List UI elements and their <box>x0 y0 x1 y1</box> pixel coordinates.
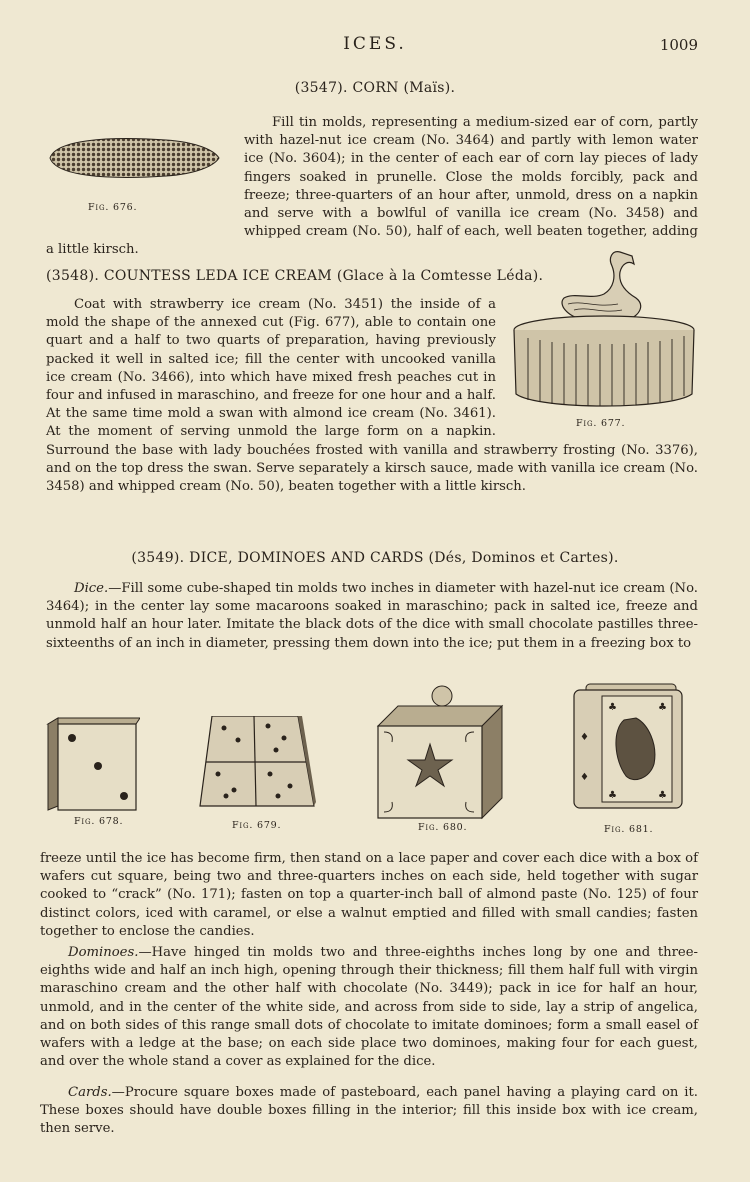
corn-illustration <box>46 132 238 234</box>
cards-section <box>40 1084 698 1139</box>
dominoes-image <box>194 716 316 816</box>
dice-paragraph-2: freeze until the ice has become firm, then stand on a lace paper and cover each dice with a box of wafers cut square, being two and three-quarters inches on each side, held together with sugar cooked to “crack” (No. 171); fasten on top a quarter-inch ball of almond paste (No. 125) of four distinct colors, iced with caramel, or else a walnut emptied and filled with small candies; fasten together to enclose the candies. <box>40 851 698 939</box>
page-number: 1009 <box>659 36 698 54</box>
svg-text:♣: ♣ <box>658 790 667 801</box>
svg-text:♣: ♣ <box>658 702 667 713</box>
star-box-image <box>374 680 506 820</box>
cards-label: Cards. <box>68 1085 112 1100</box>
dominoes-label: Dominoes. <box>68 945 139 960</box>
card-box-image <box>572 680 684 810</box>
dice-paragraph-1: —Fill some cube-shaped tin molds two inches in diameter with hazel-nut ice cream (No. 3464); in the center lay some macaroons soaked in maraschino; pack in salted ice, freeze and unmold half an hour later. Imitate the black dots of the dice with small chocolate pastilles three-sixteenths of an inch in diameter, pressing them down into the ice; put them in a freezing box to <box>46 581 698 651</box>
figures-row <box>44 680 704 840</box>
fig-679-caption: Fig. 679. <box>232 820 282 831</box>
running-head: ICES. <box>343 34 407 54</box>
svg-text:♦: ♦ <box>580 772 589 783</box>
corn-section-body <box>46 114 698 260</box>
dice-label: Dice. <box>74 581 109 596</box>
section-heading-corn: (3547). CORN (Maïs). <box>294 80 456 96</box>
fig-678-caption: Fig. 678. <box>74 816 124 827</box>
corn-paragraph: Fill tin molds, representing a medium-sized ear of corn, partly with hazel-nut ice cream (No. 3464) and partly with lemon water ice (No. 3604); in the center of each ear of corn lay pieces of lady fingers soaked in prunelle. Close the molds forcibly, pack and freeze; three-quarters of an hour after, unmold, dress on a napkin and serve with a bowlful of vanilla ice cream (No. 3458) and whipped cream (No. 50), half of each, well beaten together, adding a little kirsch. <box>46 115 698 258</box>
svg-text:♦: ♦ <box>580 732 589 743</box>
die-image <box>44 716 140 812</box>
fig-680-caption: Fig. 680. <box>418 822 468 833</box>
countess-section-body <box>46 296 698 496</box>
section-heading-dice: (3549). DICE, DOMINOES AND CARDS (Dés, Dominos et Cartes). <box>131 550 619 566</box>
dice-continuation <box>40 850 698 941</box>
countess-paragraph: Coat with strawberry ice cream (No. 3451) the inside of a mold the shape of the annexed cut (Fig. 677), able to contain one quart and a half to two quarts of preparation, having previously packed it well in salted ice; fill the center with uncooked vanilla ice cream (No. 3466), into which have mixed fresh peaches cut in four and infused in maraschino, and freeze for one hour and a half. At the same time mold a swan with almond ice cream (No. 3461). At the moment of serving unmold the large form on a napkin. Surround the base with lady bouchées frosted with vanilla and strawberry frosting (No. 3376), and on the top dress the swan. Serve separately a kirsch sauce, made with vanilla ice cream (No. 3458) and whipped cream (No. 50), beaten together with a little kirsch. <box>46 297 698 495</box>
swan-mold-image <box>508 244 698 414</box>
svg-text:♣: ♣ <box>608 790 617 801</box>
dice-intro <box>46 580 698 653</box>
fig-677-caption: Fig. 677. <box>576 418 626 429</box>
dominoes-paragraph: —Have hinged tin molds two and three-eighths inches long by one and three-eighths wide and half an inch high, opening through their thickness; fill them half full with virgin maraschino cream and the other half with chocolate (No. 3449); pack in ice for half an hour, unmold, and in the center of the white side, and across from side to side, lay a strip of angelica, and on both sides of this range small dots of chocolate to imitate dominoes; form a small easel of wafers with a ledge at the base; on each side place two dominoes, making four for each guest, and over the whole stand a cover as explained for the dice. <box>40 945 698 1070</box>
cards-paragraph: —Procure square boxes made of pasteboard, each panel having a playing card on it. These boxes should have double boxes filling in the interior; fill this inside box with ice cream, then serve. <box>40 1085 698 1137</box>
section-heading-countess: (3548). COUNTESS LEDA ICE CREAM (Glace à la Comtesse Léda). <box>46 268 544 284</box>
swan-mold-illustration <box>508 244 698 434</box>
dominoes-section <box>40 944 698 1071</box>
corn-ear-image <box>46 132 221 184</box>
fig-681-caption: Fig. 681. <box>604 824 654 835</box>
svg-text:♣: ♣ <box>608 702 617 713</box>
fig-676-caption: Fig. 676. <box>88 202 138 213</box>
